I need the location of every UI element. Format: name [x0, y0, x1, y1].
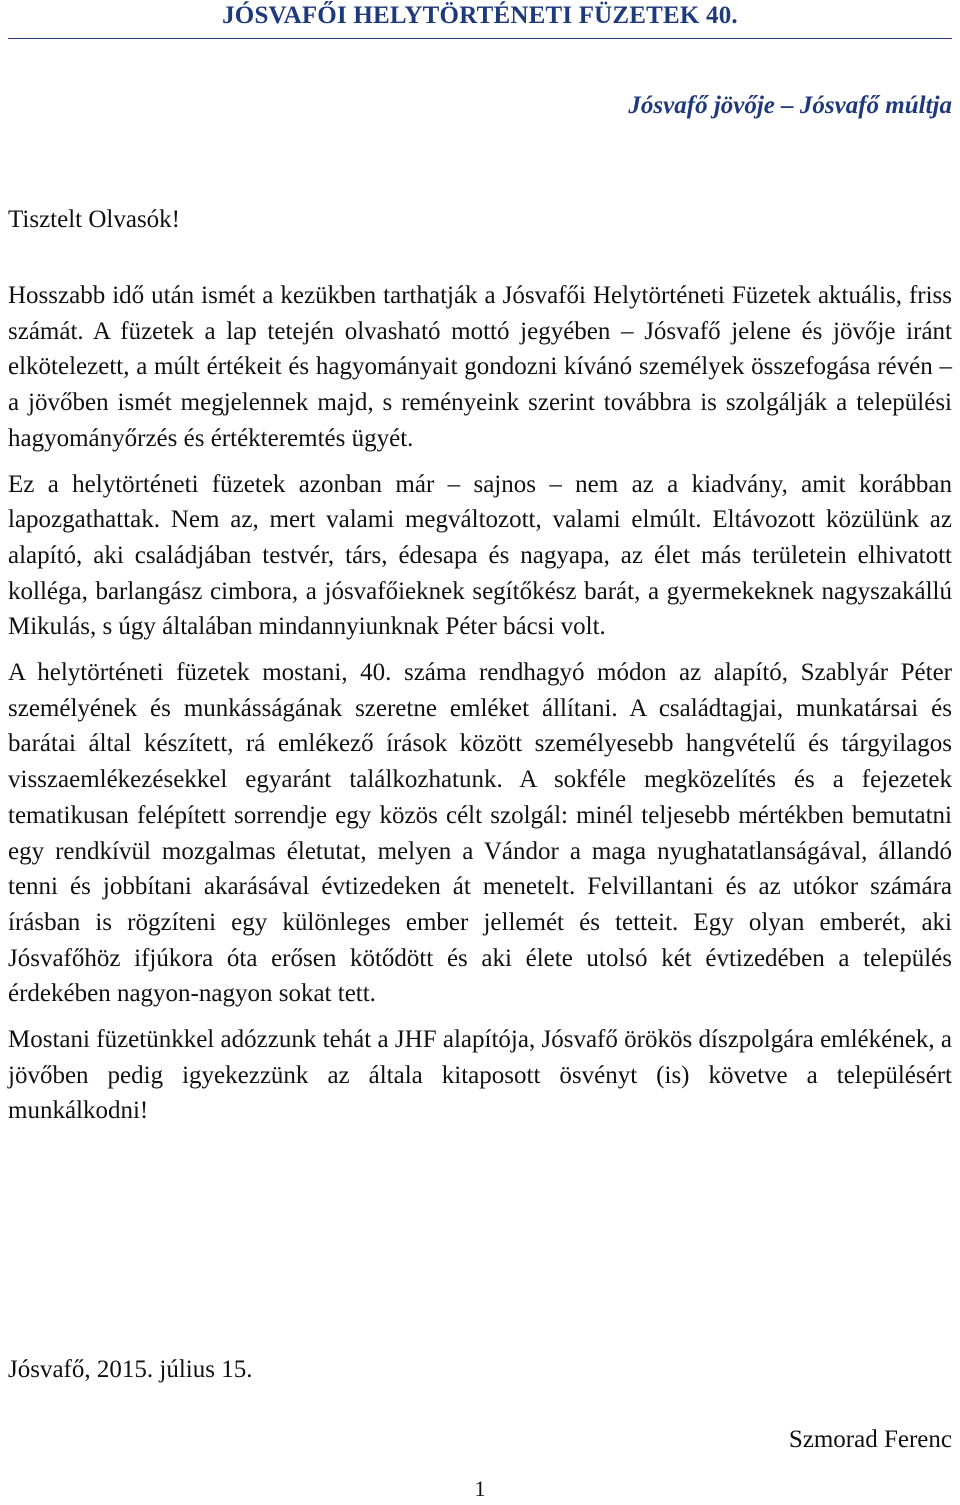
signature: Szmorad Ferenc	[788, 1426, 952, 1453]
place-date: Jósvafő, 2015. július 15.	[8, 1356, 253, 1383]
paragraph-1: Hosszabb idő után ismét a kezükben tarthatják a Jósvafői Helytörténeti Füzetek aktuális, friss számát. A füzetek a lap tetején olvasható mottó jegyében – Jósvafő jelene és jövője iránt elkötelezett, a múlt értékeit és hagyományait gondozni kívánó személyek összefogása révén – a jövőben ismét megjelennek majd, s reményeink szerint továbbra is szolgálják a települési hagyományőrzés és értékteremtés ügyét.	[8, 282, 952, 452]
article-body	[8, 278, 952, 1129]
header-divider	[8, 38, 952, 39]
page-title: Jósvafő jövője – Jósvafő múltja	[628, 92, 952, 119]
series-header: JÓSVAFŐI HELYTÖRTÉNETI FÜZETEK 40.	[222, 2, 738, 29]
page-number: 1	[474, 1476, 486, 1501]
paragraph-3: A helytörténeti füzetek mostani, 40. száma rendhagyó módon az alapító, Szablyár Péter személyének és munkásságának szeretne emléket állítani. A családtagjai, munkatársai és barátai által készített, rá emlékező írások között személyesebb hangvételű és tárgyilagos visszaemlékezésekkel egyaránt találkozhatunk. A sokféle megközelítés és a fejezetek tematikusan felépített sorrendje egy közös célt szolgál: minél teljesebb mértékben bemutatni egy rendkívül mozgalmas életutat, melyen a Vándor a maga nyughatatlanságával, állandó tenni és jobbítani akarásával évtizedeken át menetelt. Felvillantani és az utókor számára írásban is rögzíteni egy különleges ember jellemét és tetteit. Egy olyan emberét, aki Jósvafőhöz ifjúkora óta erősen kötődött és aki élete utolsó két évtizedében a település érdekében nagyon-nagyon sokat tett.	[8, 659, 952, 1008]
paragraph-2: Ez a helytörténeti füzetek azonban már – sajnos – nem az a kiadvány, amit korábban lapozgathattak. Nem az, mert valami megváltozott, valami elmúlt. Eltávozott közülünk az alapító, aki családjában testvér, társ, édesapa és nagyapa, az élet más területein elhivatott kolléga, barlangász cimbora, a jósvafőieknek segítőkész barát, a gyermekeknek nagyszakállú Mikulás, s úgy általában mindannyiunknak Péter bácsi volt.	[8, 470, 952, 641]
paragraph-4: Mostani füzetünkkel adózzunk tehát a JHF alapítója, Jósvafő örökös díszpolgára emlékének, a jövőben pedig igyekezzünk az általa kitaposott ösvényt (is) követve a településért munkálkodni!	[8, 1026, 952, 1125]
salutation: Tisztelt Olvasók!	[8, 206, 180, 233]
